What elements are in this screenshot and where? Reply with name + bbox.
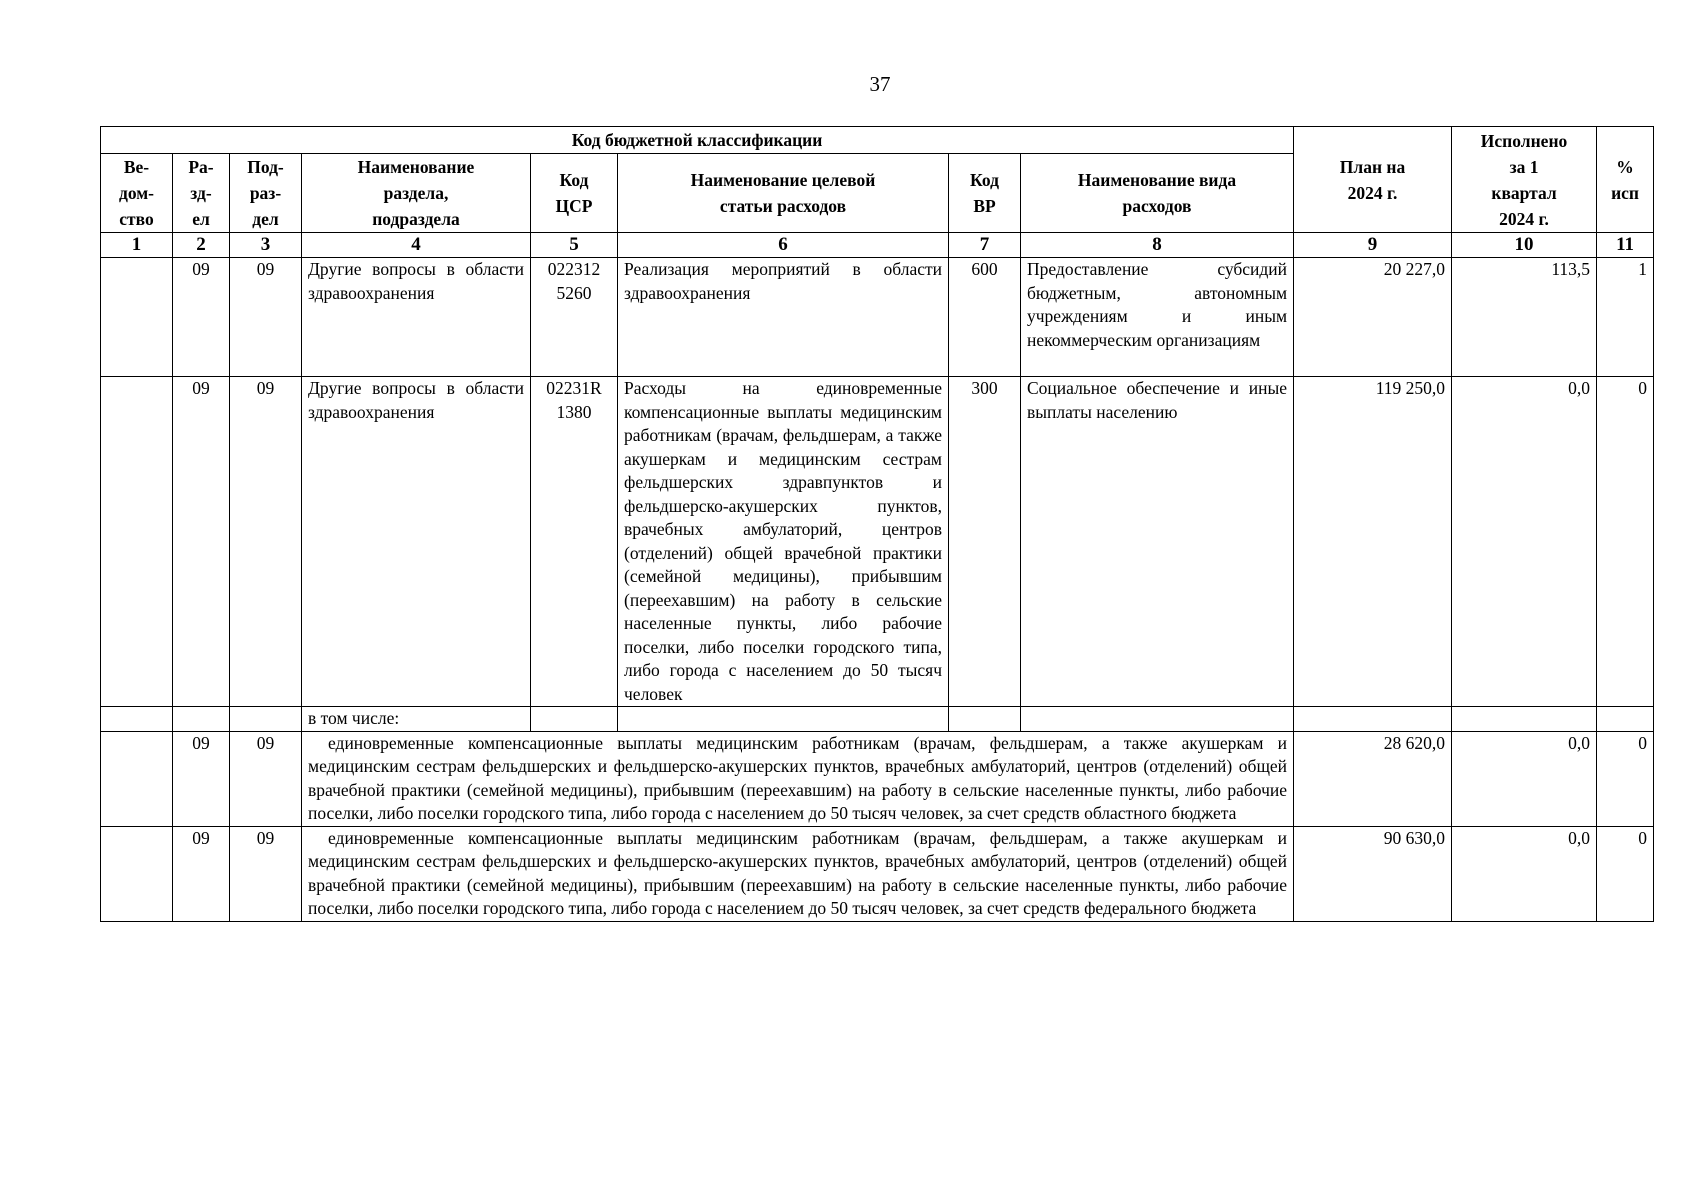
empty-cell [101, 826, 173, 921]
cell-csr-code: 022312 5260 [531, 258, 618, 377]
empty-cell [1452, 707, 1597, 732]
column-number: 4 [302, 233, 531, 258]
header-razdel: Ра- зд- ел [173, 154, 230, 233]
column-number-row [101, 233, 1654, 258]
header-vr-code: Код ВР [949, 154, 1021, 233]
cell-percent: 0 [1597, 826, 1654, 921]
column-number: 2 [173, 233, 230, 258]
cell-percent: 0 [1597, 377, 1654, 707]
cell-plan: 20 227,0 [1294, 258, 1452, 377]
table-row [101, 826, 1654, 921]
page-number: 37 [869, 72, 891, 96]
cell-podrazdel: 09 [230, 258, 302, 377]
table-row [101, 258, 1654, 377]
cell-executed: 113,5 [1452, 258, 1597, 377]
cell-razdel: 09 [173, 826, 230, 921]
empty-cell [230, 707, 302, 732]
column-number: 5 [531, 233, 618, 258]
header-podrazdel: Под- раз- дел [230, 154, 302, 233]
header-csr-code: Код ЦСР [531, 154, 618, 233]
column-number: 6 [618, 233, 949, 258]
cell-percent: 1 [1597, 258, 1654, 377]
cell-podrazdel: 09 [230, 731, 302, 826]
cell-plan: 28 620,0 [1294, 731, 1452, 826]
cell-section-name: Другие вопросы в области здравоохранения [302, 258, 531, 377]
cell-podrazdel: 09 [230, 826, 302, 921]
table-row [101, 731, 1654, 826]
header-expense-type-name: Наименование вида расходов [1021, 154, 1294, 233]
empty-cell [101, 731, 173, 826]
including-row [101, 707, 1654, 732]
cell-plan: 90 630,0 [1294, 826, 1452, 921]
column-number: 9 [1294, 233, 1452, 258]
header-percent: % исп [1597, 127, 1654, 233]
column-number: 1 [101, 233, 173, 258]
empty-cell [1597, 707, 1654, 732]
header-executed: Исполнено за 1 квартал 2024 г. [1452, 127, 1597, 233]
header-target-item-name: Наименование целевой статьи расходов [618, 154, 949, 233]
column-number: 3 [230, 233, 302, 258]
cell-percent: 0 [1597, 731, 1654, 826]
empty-cell [101, 707, 173, 732]
cell-sub-description: единовременные компенсационные выплаты медицинским работникам (врачам, фельдшерам, а также акушеркам и медицинским сестрам фельдшерских и фельдшерско-акушерских пунктов, врачебных амбулаторий, центров (отделений) общей врачебной практики (семейной медицины), прибывшим (переехавшим) на работу в сельские населенные пункты, либо рабочие поселки, либо поселки городского типа, либо города с населением до 50 тысяч человек, за счет средств областного бюджета [302, 731, 1294, 826]
column-number: 8 [1021, 233, 1294, 258]
cell-razdel: 09 [173, 258, 230, 377]
cell-vedomstvo [101, 377, 173, 707]
cell-podrazdel: 09 [230, 377, 302, 707]
header-section-name: Наименование раздела, подраздела [302, 154, 531, 233]
cell-vr-code: 300 [949, 377, 1021, 707]
column-number: 7 [949, 233, 1021, 258]
cell-expense-type-name: Предоставление субсидий бюджетным, автономным учреждениям и иным некоммерческим организациям [1021, 258, 1294, 377]
cell-razdel: 09 [173, 377, 230, 707]
header-vedomstvo: Ве- дом- ство [101, 154, 173, 233]
cell-sub-description: единовременные компенсационные выплаты медицинским работникам (врачам, фельдшерам, а также акушеркам и медицинским сестрам фельдшерских и фельдшерско-акушерских пунктов, врачебных амбулаторий, центров (отделений) общей врачебной практики (семейной медицины), прибывшим (переехавшим) на работу в сельские населенные пункты, либо рабочие поселки, либо поселки городского типа, либо города с населением до 50 тысяч человек, за счет средств федерального бюджета [302, 826, 1294, 921]
cell-vr-code: 600 [949, 258, 1021, 377]
including-label: в том числе: [302, 707, 531, 732]
cell-section-name: Другие вопросы в области здравоохранения [302, 377, 531, 707]
cell-executed: 0,0 [1452, 826, 1597, 921]
cell-target-item-name: Расходы на единовременные компенсационные выплаты медицинским работникам (врачам, фельдшерам, а также акушеркам и медицинским сестрам фельдшерских здравпунктов и фельдшерско-акушерских пунктов, врачебных амбулаторий, центров (отделений) общей врачебной практики (семейной медицины), прибывшим (переехавшим) на работу в сельские населенные пункты, либо рабочие поселки, либо поселки городского типа, либо города с населением до 50 тысяч человек [618, 377, 949, 707]
cell-plan: 119 250,0 [1294, 377, 1452, 707]
cell-vedomstvo [101, 258, 173, 377]
cell-executed: 0,0 [1452, 377, 1597, 707]
header-plan: План на 2024 г. [1294, 127, 1452, 233]
cell-expense-type-name: Социальное обеспечение и иные выплаты населению [1021, 377, 1294, 707]
empty-cell [173, 707, 230, 732]
empty-cell [1294, 707, 1452, 732]
cell-razdel: 09 [173, 731, 230, 826]
header-budget-classification: Код бюджетной классификации [101, 127, 1294, 154]
table-row [101, 377, 1654, 707]
empty-cell [949, 707, 1021, 732]
cell-target-item-name: Реализация мероприятий в области здравоохранения [618, 258, 949, 377]
column-number: 10 [1452, 233, 1597, 258]
cell-csr-code: 02231R 1380 [531, 377, 618, 707]
budget-table [100, 126, 1654, 922]
empty-cell [1021, 707, 1294, 732]
column-number: 11 [1597, 233, 1654, 258]
empty-cell [531, 707, 618, 732]
empty-cell [618, 707, 949, 732]
cell-executed: 0,0 [1452, 731, 1597, 826]
